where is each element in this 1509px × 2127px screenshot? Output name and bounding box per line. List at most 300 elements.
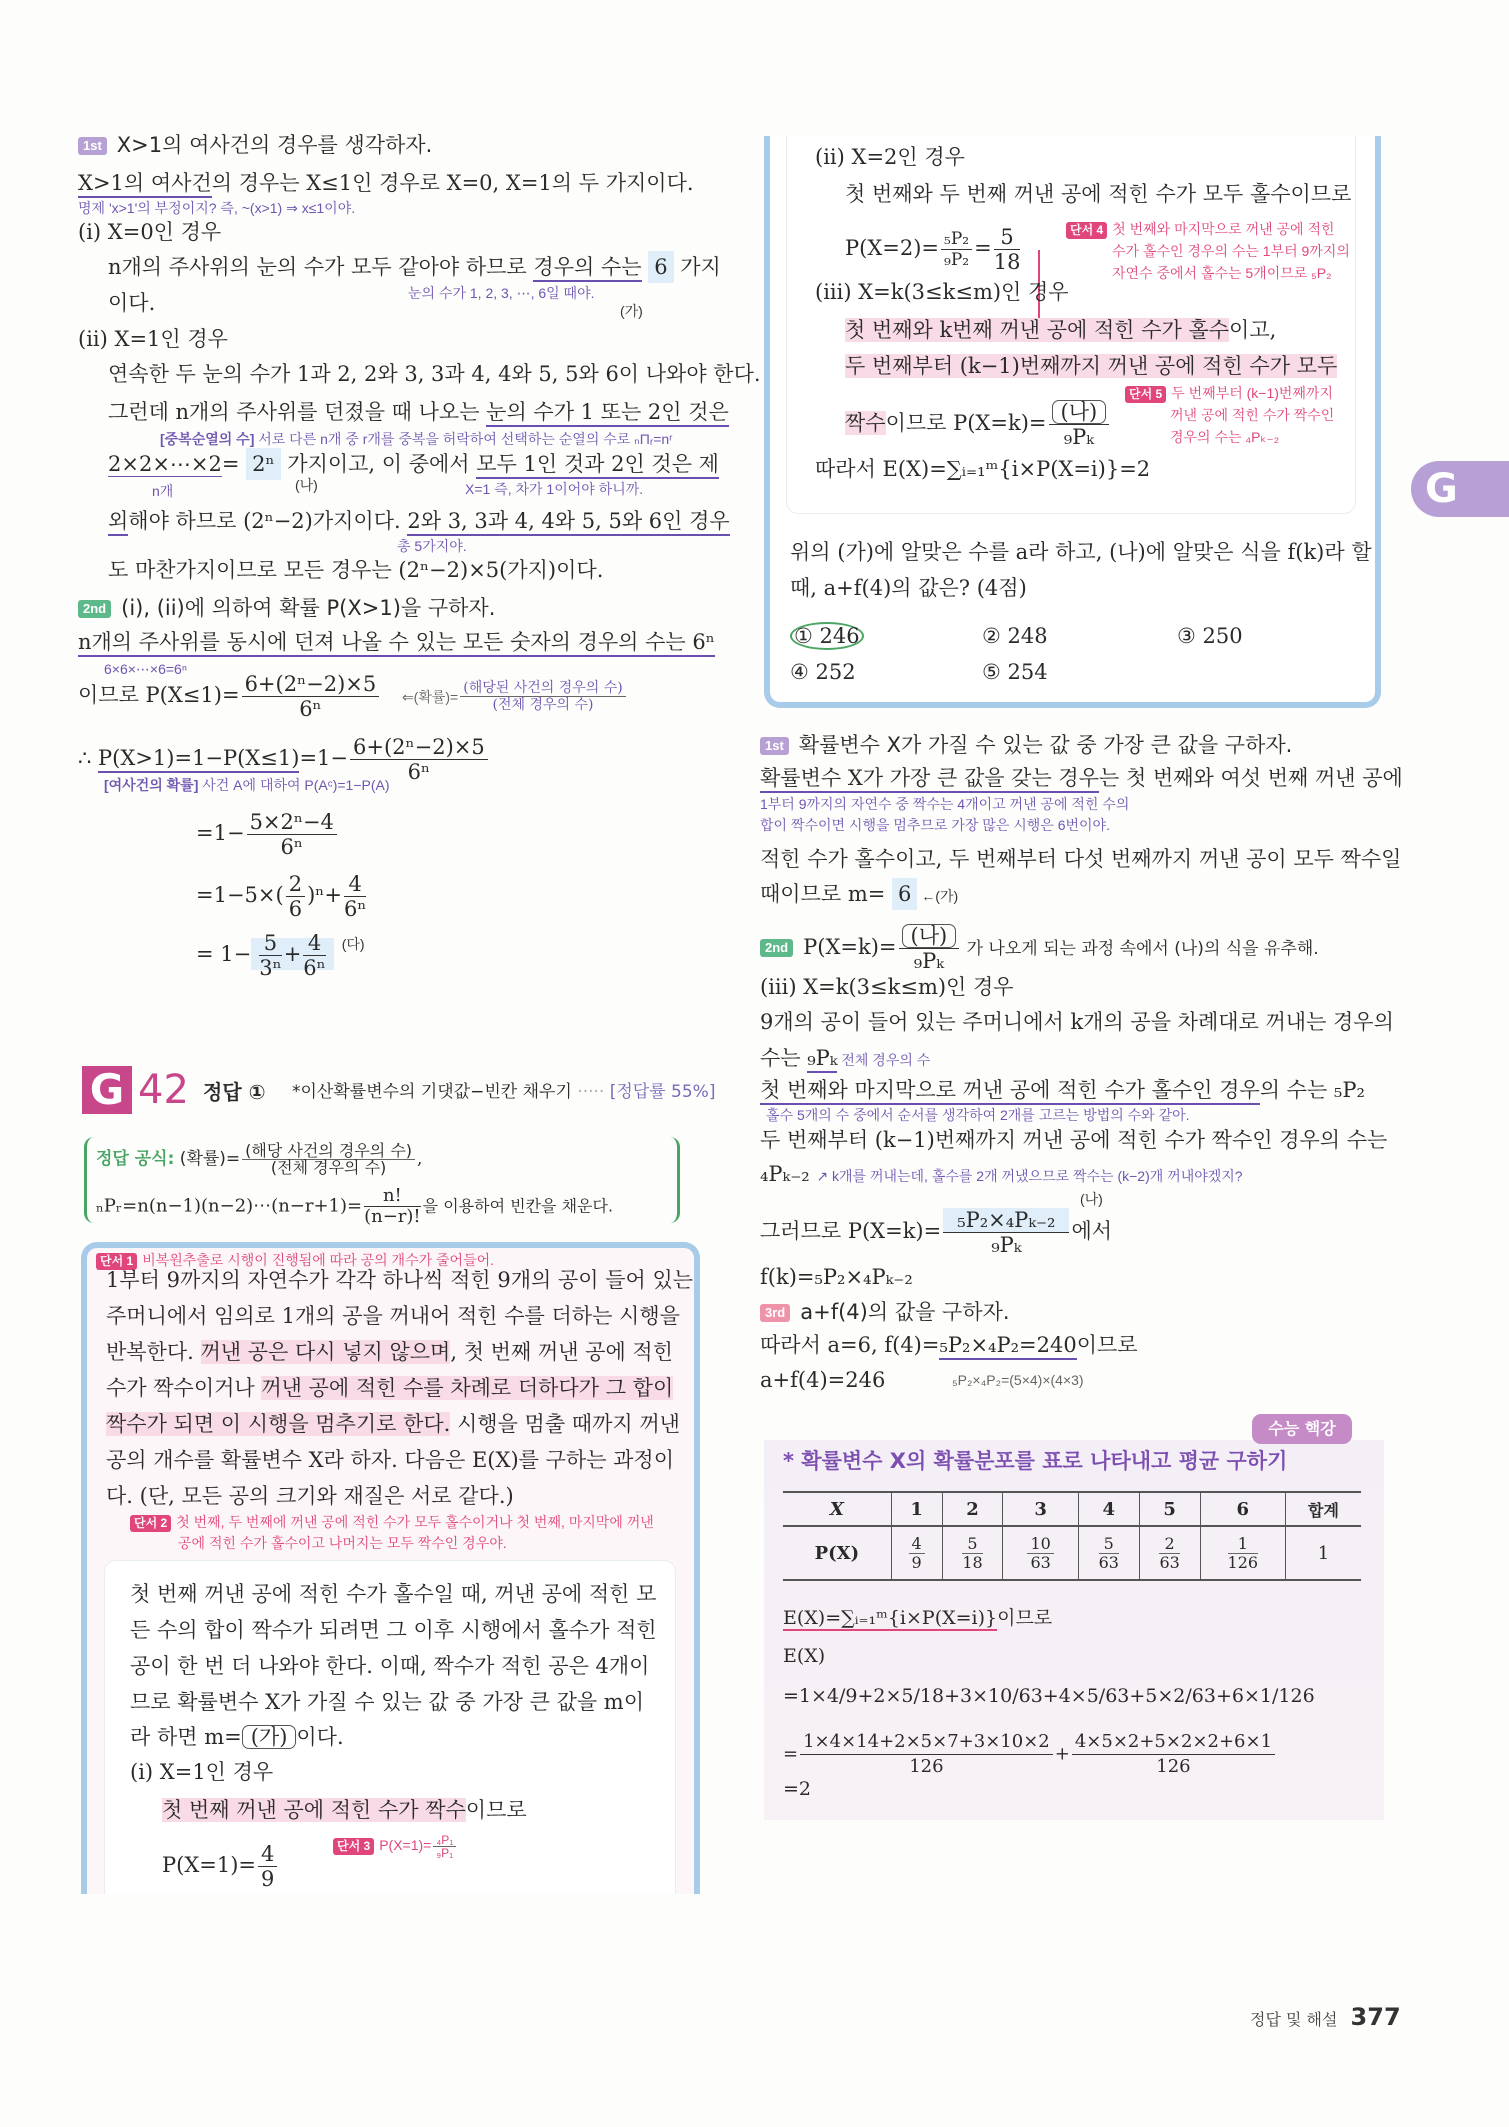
footer <box>1250 2003 1401 2034</box>
text: 서로 다른 n개 중 r개를 중복을 허락하여 선택하는 순열의 수로 ₙΠᵣ=nʳ <box>254 431 673 447</box>
underlined-text: 2와 3, 3과 4, 4와 5, 5와 6인 경우 <box>407 509 729 536</box>
annotation: 1부터 9까지의 자연수 중 짝수는 4개이고 꺼낸 공에 적힌 수의 <box>760 796 1130 812</box>
denominator: 6ⁿ <box>303 956 326 980</box>
case-heading: (ii) X=2인 경우 <box>815 145 965 169</box>
numerator <box>899 924 960 949</box>
annotation: 홀수 5개의 수 중에서 순서를 생각하여 2개를 고르는 방법의 수와 같아. <box>766 1107 1190 1123</box>
blank-box: (가) <box>242 1725 297 1749</box>
step-tag: 3rd <box>760 1304 790 1322</box>
choice-1[interactable] <box>790 622 864 650</box>
clue-tag: 단서 2 <box>130 1515 171 1532</box>
text: 가지이고, 이 중에서 <box>280 452 477 476</box>
fraction <box>943 1208 1069 1257</box>
formula-line <box>196 810 339 859</box>
text: )ⁿ+ <box>307 883 342 907</box>
text-line <box>108 450 719 478</box>
header-cell: 합계 <box>1308 1500 1339 1520</box>
text-line <box>108 398 729 426</box>
text: 을 이용하여 빈칸을 채운다. <box>422 1196 614 1216</box>
numerator: 4 <box>303 931 325 956</box>
denominator: ₉Pₖ <box>1063 425 1094 449</box>
text: 가지 <box>673 255 721 279</box>
blank-label: (나) <box>1080 1191 1103 1207</box>
clue-text: 경우의 수는 ₄Pₖ₋₂ <box>1170 429 1280 445</box>
process-line <box>162 1796 527 1824</box>
answer-value: 2ⁿ <box>246 448 280 480</box>
table-row <box>783 1526 1361 1580</box>
highlighted-text: 첫 번째 꺼낸 공에 적힌 수가 짝수 <box>162 1798 466 1822</box>
leader-dots: ····· <box>577 1082 605 1102</box>
text: 에서 <box>1071 1219 1113 1243</box>
underlined-text: 외 <box>108 509 128 536</box>
fraction <box>364 1186 421 1227</box>
underlined-text: n개의 주사위를 동시에 던져 나올 수 있는 모든 숫자의 경우의 수는 6ⁿ <box>78 630 715 657</box>
brace-text: 2×2×⋯×2 <box>108 452 222 476</box>
numerator: 1 <box>1228 1535 1259 1554</box>
text: 수가 짝수이거나 <box>106 1376 262 1400</box>
text-line: 9개의 공이 들어 있는 주머니에서 k개의 공을 차례대로 꺼내는 경우의 <box>760 1010 1394 1034</box>
formula-line: f(k)=₅P₂×₄Pₖ₋₂ <box>760 1265 913 1289</box>
choice-3[interactable]: ③ 250 <box>1177 624 1243 648</box>
hint-text: ⇐(확률)= <box>401 689 459 705</box>
numerator: 2 <box>286 872 305 897</box>
fraction <box>1027 1535 1053 1572</box>
annotation: X=1 즉, 차가 1이어야 하니까. <box>465 481 644 497</box>
text: = <box>221 452 247 476</box>
topic-text: *이산확률변수의 기댓값−빈칸 채우기 <box>292 1082 572 1102</box>
step-title: 확률변수 X가 가질 수 있는 값 중 가장 큰 값을 구하자. <box>798 733 1293 757</box>
clue-2-cont: 공에 적힌 수가 홀수이고 나머지는 모두 짝수인 경우야. <box>178 1535 507 1551</box>
numerator: 4 <box>258 1842 277 1867</box>
header-cell: 6 <box>1200 1492 1285 1526</box>
denominator: 9 <box>261 1867 275 1891</box>
blank-label: (가) <box>620 303 643 319</box>
clue-tag: 단서 1 <box>96 1253 137 1270</box>
clue-2 <box>130 1512 654 1532</box>
case-heading: (iii) X=k(3≤k≤m)인 경우 <box>760 975 1014 999</box>
text: 이다. <box>296 1725 344 1749</box>
step-2nd-heading <box>78 594 495 622</box>
choice-2[interactable]: ② 248 <box>982 624 1048 648</box>
annotation: 6×6×⋯×6=6ⁿ <box>104 661 187 677</box>
text: = <box>974 236 992 260</box>
clue-4 <box>1066 219 1335 239</box>
clue-text: 꺼낸 공에 적힌 수가 짝수인 <box>1170 407 1335 423</box>
text: 이고, <box>1229 318 1277 342</box>
numerator: n! <box>364 1186 421 1207</box>
text-line <box>760 1044 930 1072</box>
text-line: 적힌 수가 홀수이고, 두 번째부터 다섯 번째까지 꺼낸 공이 모두 짝수일 <box>760 847 1402 871</box>
fraction <box>259 931 281 980</box>
problem-line <box>106 1374 673 1402</box>
highlighted-text: 짝수 <box>845 411 886 435</box>
formula-line <box>196 930 365 980</box>
denominator: (전체 경우의 수) <box>492 697 594 713</box>
formula-line <box>845 400 1111 449</box>
numerator: 5×2ⁿ−4 <box>247 810 337 835</box>
text-line: 연속한 두 눈의 수가 1과 2, 2와 3, 3과 4, 4와 5, 5와 6이 나와야 한다. <box>108 362 761 386</box>
step-3rd-heading <box>760 1298 1010 1326</box>
denominator: ₉Pₖ <box>991 1233 1022 1257</box>
text: = <box>783 1743 799 1765</box>
formula-line <box>783 1604 1052 1632</box>
fraction <box>941 229 972 270</box>
fraction <box>242 672 380 721</box>
formula-line: =2 <box>783 1778 812 1800</box>
annotation <box>160 430 673 448</box>
numerator: (해당된 사건의 경우의 수) <box>460 680 626 697</box>
correct-choice-circle[interactable]: ① 246 <box>790 622 864 650</box>
text-line <box>108 253 721 281</box>
clue-tag: 단서 5 <box>1125 386 1166 403</box>
fraction <box>433 1834 456 1859</box>
step-1st-heading <box>760 731 1292 759</box>
numerator: 4 <box>344 872 366 897</box>
numerator: 5 <box>259 931 281 956</box>
numerator: 1×4×14+2×5×7+3×10×2 <box>800 1730 1053 1755</box>
text: n개의 주사위의 눈의 수가 모두 같아야 하므로 <box>108 255 534 279</box>
denominator: 63 <box>1098 1552 1119 1572</box>
fraction <box>909 1535 925 1572</box>
numerator: ₅P₂×₄Pₖ₋₂ <box>943 1208 1069 1233</box>
numerator: 10 <box>1027 1535 1053 1554</box>
text: 이므로 <box>465 1798 527 1822</box>
formula-label: 정답 공식: <box>96 1149 175 1169</box>
formula-line: =1×4/9+2×5/18+3×10/63+4×5/63+5×2/63+6×1/126 <box>783 1685 1315 1707</box>
text: 때이므로 m= <box>760 882 893 906</box>
process-line <box>130 1723 344 1751</box>
answer-label: 정답 ① <box>203 1080 266 1104</box>
tip-title: * 확률변수 X의 확률분포를 표로 나타내고 평균 구하기 <box>783 1449 1288 1473</box>
text: 는 첫 번째와 여섯 번째 꺼낸 공에 <box>1099 766 1403 790</box>
clue-5 <box>1125 383 1333 403</box>
denominator: (전체 경우의 수) <box>270 1158 387 1177</box>
table-cell <box>1200 1526 1285 1580</box>
annotation: ↗ k개를 꺼내는데, 홀수를 2개 꺼냈으므로 짝수는 (k−2)개 꺼내야겠지? <box>816 1168 1243 1184</box>
annotation-tag: [여사건의 확률] <box>104 777 199 793</box>
header-cell: 3 <box>1003 1492 1078 1526</box>
formula-line <box>783 1730 1277 1779</box>
annotation-tag: [중복순열의 수] <box>160 431 255 447</box>
fraction <box>242 1143 415 1176</box>
text: = 1− <box>196 942 252 966</box>
text: 가 나오게 되는 과정 속에서 (나)의 식을 유추해. <box>961 939 1319 959</box>
problem-line: 공의 개수를 확률변수 X라 하자. 다음은 E(X)를 구하는 과정이 <box>106 1448 674 1472</box>
row-label: P(X) <box>783 1526 891 1580</box>
blank-label: ←(가) <box>917 888 959 904</box>
problem-line <box>106 1410 680 1438</box>
process-line: 첫 번째와 두 번째 꺼낸 공에 적힌 수가 모두 홀수이므로 <box>845 182 1352 206</box>
annotation: 합이 짝수이면 시행을 멈추므로 가장 많은 시행은 6번이야. <box>760 817 1110 833</box>
numerator: 5 <box>962 1535 982 1554</box>
problem-topic <box>292 1078 715 1106</box>
text: P(X=1)= <box>379 1837 432 1854</box>
denominator: ₉P₁ <box>436 1846 454 1860</box>
underlined-text: 첫 번째와 마지막으로 꺼낸 공에 적힌 수가 홀수인 경우 <box>760 1078 1260 1105</box>
text: 수는 <box>760 1046 808 1070</box>
highlighted-text: 짝수가 되면 이 시행을 멈추기로 한다. <box>106 1412 451 1436</box>
denominator: 9 <box>911 1552 922 1572</box>
numerator: 6+(2ⁿ−2)×5 <box>242 672 380 697</box>
text: 그런데 n개의 주사위를 던졌을 때 나오는 <box>108 400 487 424</box>
choice-4[interactable]: ④ 252 <box>790 660 856 684</box>
underlined-text: P(X>1)=1−P(X≤1) <box>98 746 299 773</box>
annotation: 전체 경우의 수 <box>837 1052 931 1068</box>
text: 이므로 <box>997 1607 1053 1629</box>
denominator: 63 <box>1030 1552 1051 1572</box>
process-line: 므로 확률변수 X가 가질 수 있는 값 중 가장 큰 값을 m이 <box>130 1690 645 1714</box>
correct-rate: [정답률 55%] <box>609 1082 716 1102</box>
denominator: 6ⁿ <box>343 897 367 921</box>
table-cell <box>942 1526 1003 1580</box>
clue-tag: 단서 4 <box>1066 222 1107 239</box>
formula-line <box>196 872 368 921</box>
underlined-text: 경우의 수는 <box>533 255 641 282</box>
highlighted-text: 꺼낸 공에 적힌 수를 차례로 더하다가 그 합이 <box>261 1376 674 1400</box>
answer-value: 6 <box>892 878 917 910</box>
footer-label: 정답 및 해설 <box>1250 2010 1338 2029</box>
process-line: 첫 번째 꺼낸 공에 적힌 수가 홀수일 때, 꺼낸 공에 적힌 모 <box>130 1582 657 1606</box>
case-heading: (ii) X=1인 경우 <box>78 327 228 351</box>
step-tag: 2nd <box>78 600 111 618</box>
text-line <box>78 628 715 656</box>
clue-3 <box>333 1834 458 1859</box>
numerator: 4×5×2+5×2×2+6×1 <box>1072 1730 1275 1755</box>
denominator: 18 <box>993 250 1021 274</box>
fraction <box>344 872 366 921</box>
denominator: 18 <box>962 1552 983 1572</box>
clue-text: 자연수 중에서 홀수는 5개이므로 ₅P₂ <box>1112 265 1332 281</box>
text-line <box>760 880 958 910</box>
text-line <box>760 1160 1243 1188</box>
text: 시행을 멈출 때까지 꺼낸 <box>450 1412 680 1436</box>
text: =1− <box>196 821 245 845</box>
formula-line <box>96 1143 422 1176</box>
text: 따라서 a=6, f(4)= <box>760 1333 940 1357</box>
blank-label: (나) <box>295 477 318 493</box>
formula-line <box>845 225 1022 274</box>
case-heading: (i) X=1인 경우 <box>130 1760 274 1784</box>
text: 반복한다. <box>106 1340 201 1364</box>
underlined-text: 모두 1인 것과 2인 것은 제 <box>476 452 719 479</box>
text-line <box>108 507 730 535</box>
clue-tag: 단서 3 <box>333 1838 374 1855</box>
total-cell: 1 <box>1317 1542 1330 1564</box>
highlighted-text: 꺼낸 공은 다시 넣지 않으며 <box>200 1340 451 1364</box>
text: (확률)= <box>174 1149 241 1169</box>
case-heading: (i) X=0인 경우 <box>78 220 222 244</box>
annotation: 총 5가지야. <box>397 538 467 554</box>
clue-text: 첫 번째와 마지막으로 꺼낸 공에 적힌 <box>1112 221 1335 237</box>
choice-5[interactable]: ⑤ 254 <box>982 660 1048 684</box>
denominator: (n−r)! <box>364 1206 421 1227</box>
header-cell: 2 <box>942 1492 1003 1526</box>
clue-text: 비복원추출로 시행이 진행됨에 따라 공의 개수가 줄어들어. <box>142 1252 495 1268</box>
fraction <box>247 810 337 859</box>
underlined-text: 눈의 수가 1 또는 2인 것은 <box>486 400 729 427</box>
header-cell: X <box>783 1492 891 1526</box>
answer-highlight <box>251 931 334 980</box>
step-title: X>1의 여사건의 경우를 생각하자. <box>116 133 433 157</box>
numerator: ₄P₁ <box>433 1834 456 1847</box>
text: =1− <box>299 746 349 770</box>
denominator: 126 <box>1156 1756 1191 1777</box>
highlighted-text: 첫 번째와 k번째 꺼낸 공에 적힌 수가 홀수 <box>845 318 1230 342</box>
text: 이므로 P(X=k)= <box>885 411 1047 435</box>
fraction <box>800 1730 1053 1779</box>
step-1st-heading <box>78 131 432 159</box>
text-line: 두 번째부터 (k−1)번째까지 꺼낸 공에 적힌 수가 짝수인 경우의 수는 <box>760 1128 1388 1152</box>
problem-line: 1부터 9까지의 자연수가 각각 하나씩 적힌 9개의 공이 들어 있는 <box>106 1268 694 1292</box>
denominator: 6ⁿ <box>280 835 303 859</box>
step-2nd-heading <box>760 924 1319 973</box>
header-cell: 5 <box>1139 1492 1200 1526</box>
fraction <box>899 924 960 973</box>
formula-line <box>78 672 628 721</box>
fraction <box>258 1842 277 1891</box>
numerator: ₅P₂ <box>941 229 972 250</box>
denominator: 63 <box>1159 1552 1180 1572</box>
blank-box: (나) <box>1052 400 1107 424</box>
denominator: ₉Pₖ <box>913 949 944 973</box>
tip-badge: 수능 핵강 <box>1252 1414 1352 1444</box>
problem-line: 주머니에서 임의로 1개의 공을 꺼내어 적힌 수를 더하는 시행을 <box>106 1304 680 1328</box>
case-heading: (iii) X=k(3≤k≤m)인 경우 <box>815 280 1069 304</box>
text: ₙPᵣ=n(n−1)(n−2)⋯(n−r+1)= <box>96 1195 363 1217</box>
clue-text: 두 번째부터 (k−1)번째까지 <box>1171 385 1333 401</box>
text: ₄Pₖ₋₂ <box>760 1162 810 1186</box>
formula-line <box>96 1186 613 1227</box>
chapter-badge: G <box>82 1066 132 1114</box>
page-number: 377 <box>1350 2003 1401 2031</box>
fraction <box>1228 1535 1259 1572</box>
problem-line <box>106 1338 673 1366</box>
table-cell <box>1139 1526 1200 1580</box>
annotation: ₅P₂×₄P₂=(5×4)×(4×3) <box>952 1372 1084 1388</box>
numerator <box>1049 400 1110 425</box>
text: 라 하면 m= <box>130 1725 242 1749</box>
step-tag: 1st <box>760 737 789 755</box>
text: P(X=2)= <box>845 236 940 260</box>
numerator: 5 <box>994 225 1021 250</box>
text: 해야 하므로 (2ⁿ−2)가지이다. <box>128 509 408 533</box>
denominator: 6 <box>288 897 303 921</box>
annotation <box>104 776 390 794</box>
numerator: (해당 사건의 경우의 수) <box>242 1143 415 1160</box>
numerator: 4 <box>909 1535 925 1554</box>
denominator: 6ⁿ <box>299 697 322 721</box>
denominator: 6ⁿ <box>407 760 431 784</box>
process-line <box>845 316 1276 344</box>
text: , <box>417 1149 423 1169</box>
text: 의 수는 ₅P₂ <box>1259 1078 1365 1102</box>
formula-line: 따라서 E(X)=∑ᵢ₌₁ᵐ{i×P(X=i)}=2 <box>815 457 1151 481</box>
table-cell <box>1003 1526 1078 1580</box>
fraction <box>1159 1535 1179 1572</box>
denominator: 126 <box>909 1756 944 1777</box>
fraction <box>1099 1535 1119 1572</box>
highlighted-text: 두 번째부터 (k−1)번째까지 꺼낸 공에 적힌 수가 모두 <box>845 354 1338 378</box>
header-cell: 1 <box>891 1492 942 1526</box>
fraction <box>286 872 305 921</box>
step-tag: 1st <box>78 137 107 155</box>
fraction <box>1072 1730 1275 1779</box>
table-header-row <box>783 1492 1361 1526</box>
step-title: (i), (ii)에 의하여 확률 P(X>1)을 구하자. <box>121 596 496 620</box>
annotation: 눈의 수가 1, 2, 3, ⋯, 6일 때야. <box>408 285 595 301</box>
underlined-text: ₉Pₖ <box>807 1046 837 1073</box>
text: 이므로 <box>1076 1333 1138 1357</box>
fraction <box>460 680 626 713</box>
text: + <box>283 942 302 966</box>
problem-line: 다. (단, 모든 공의 크기와 재질은 서로 같다.) <box>106 1484 514 1508</box>
fraction <box>962 1535 982 1572</box>
question-line: 때, a+f(4)의 값은? (4점) <box>790 576 1027 600</box>
text: ∴ <box>78 746 99 770</box>
text-line <box>760 764 1403 792</box>
annotation: n개 <box>152 483 174 499</box>
underlined-text: E(X)=∑ᵢ₌₁ᵐ{i×P(X=i)} <box>783 1607 998 1629</box>
numerator: 2 <box>1159 1535 1179 1554</box>
text-line: 도 마찬가지이므로 모든 경우는 (2ⁿ−2)×5(가지)이다. <box>108 558 604 582</box>
table-cell <box>1078 1526 1139 1580</box>
denominator: 3ⁿ <box>259 956 282 980</box>
blank-label: (다) <box>341 936 365 952</box>
text: P(X=1)= <box>162 1853 257 1877</box>
clue-text: 수가 홀수인 경우의 수는 1부터 9까지의 <box>1112 243 1350 259</box>
chapter-side-tab[interactable]: G <box>1411 461 1509 517</box>
formula-line <box>162 1842 279 1891</box>
formula-line <box>760 1208 1112 1257</box>
step-title: a+f(4)의 값을 구하자. <box>800 1300 1010 1324</box>
text: 이므로 P(X≤1)= <box>78 683 240 707</box>
text-line <box>760 1076 1365 1104</box>
fraction <box>303 931 325 980</box>
denominator: ₉P₂ <box>944 250 970 270</box>
text: 의 경우는 X≤1인 경우로 X=0, X=1의 두 가지이다. <box>211 171 694 195</box>
process-line: 든 수의 합이 짝수가 되려면 그 이후 시행에서 홀수가 적힌 <box>130 1618 657 1642</box>
text: + <box>1054 1743 1070 1765</box>
problem-number: 42 <box>138 1067 189 1113</box>
text: , 첫 번째 꺼낸 공에 적힌 <box>450 1340 673 1364</box>
text: =1−5×( <box>196 883 284 907</box>
clue-text: 첫 번째, 두 번째에 꺼낸 공에 적힌 수가 모두 홀수이거나 첫 번째, 마지막에 꺼낸 <box>176 1514 654 1530</box>
text-line: 이다. <box>108 291 156 315</box>
numerator: 5 <box>1099 1535 1119 1554</box>
denominator: 126 <box>1227 1552 1259 1572</box>
fraction <box>1049 400 1110 449</box>
underlined-text: ₅P₂×₄P₂=240 <box>939 1333 1076 1360</box>
question-line: 위의 (가)에 알맞은 수를 a라 하고, (나)에 알맞은 식을 f(k)라 할 <box>790 540 1372 564</box>
numerator: 6+(2ⁿ−2)×5 <box>350 735 488 760</box>
step-tag: 2nd <box>760 939 793 957</box>
formula-line: E(X) <box>783 1645 826 1667</box>
answer-value: 6 <box>648 251 673 283</box>
text-line <box>78 169 694 197</box>
result-line: a+f(4)=246 <box>760 1368 886 1392</box>
fraction <box>994 225 1021 274</box>
process-line: 공이 한 번 더 나와야 한다. 이때, 짝수가 적힌 공은 4개이 <box>130 1654 650 1678</box>
underlined-text: X>1의 여사건 <box>78 171 212 198</box>
blank-box: (나) <box>902 924 957 948</box>
text: 그러므로 P(X=k)= <box>760 1219 942 1243</box>
text: P(X=k)= <box>803 935 897 959</box>
annotation: 명제 'x>1'의 부정이지? 즉, ~(x>1) ⇒ x≤1이야. <box>78 200 356 216</box>
header-cell: 4 <box>1078 1492 1139 1526</box>
distribution-table <box>783 1491 1361 1581</box>
process-line <box>845 352 1337 380</box>
table-cell <box>891 1526 942 1580</box>
